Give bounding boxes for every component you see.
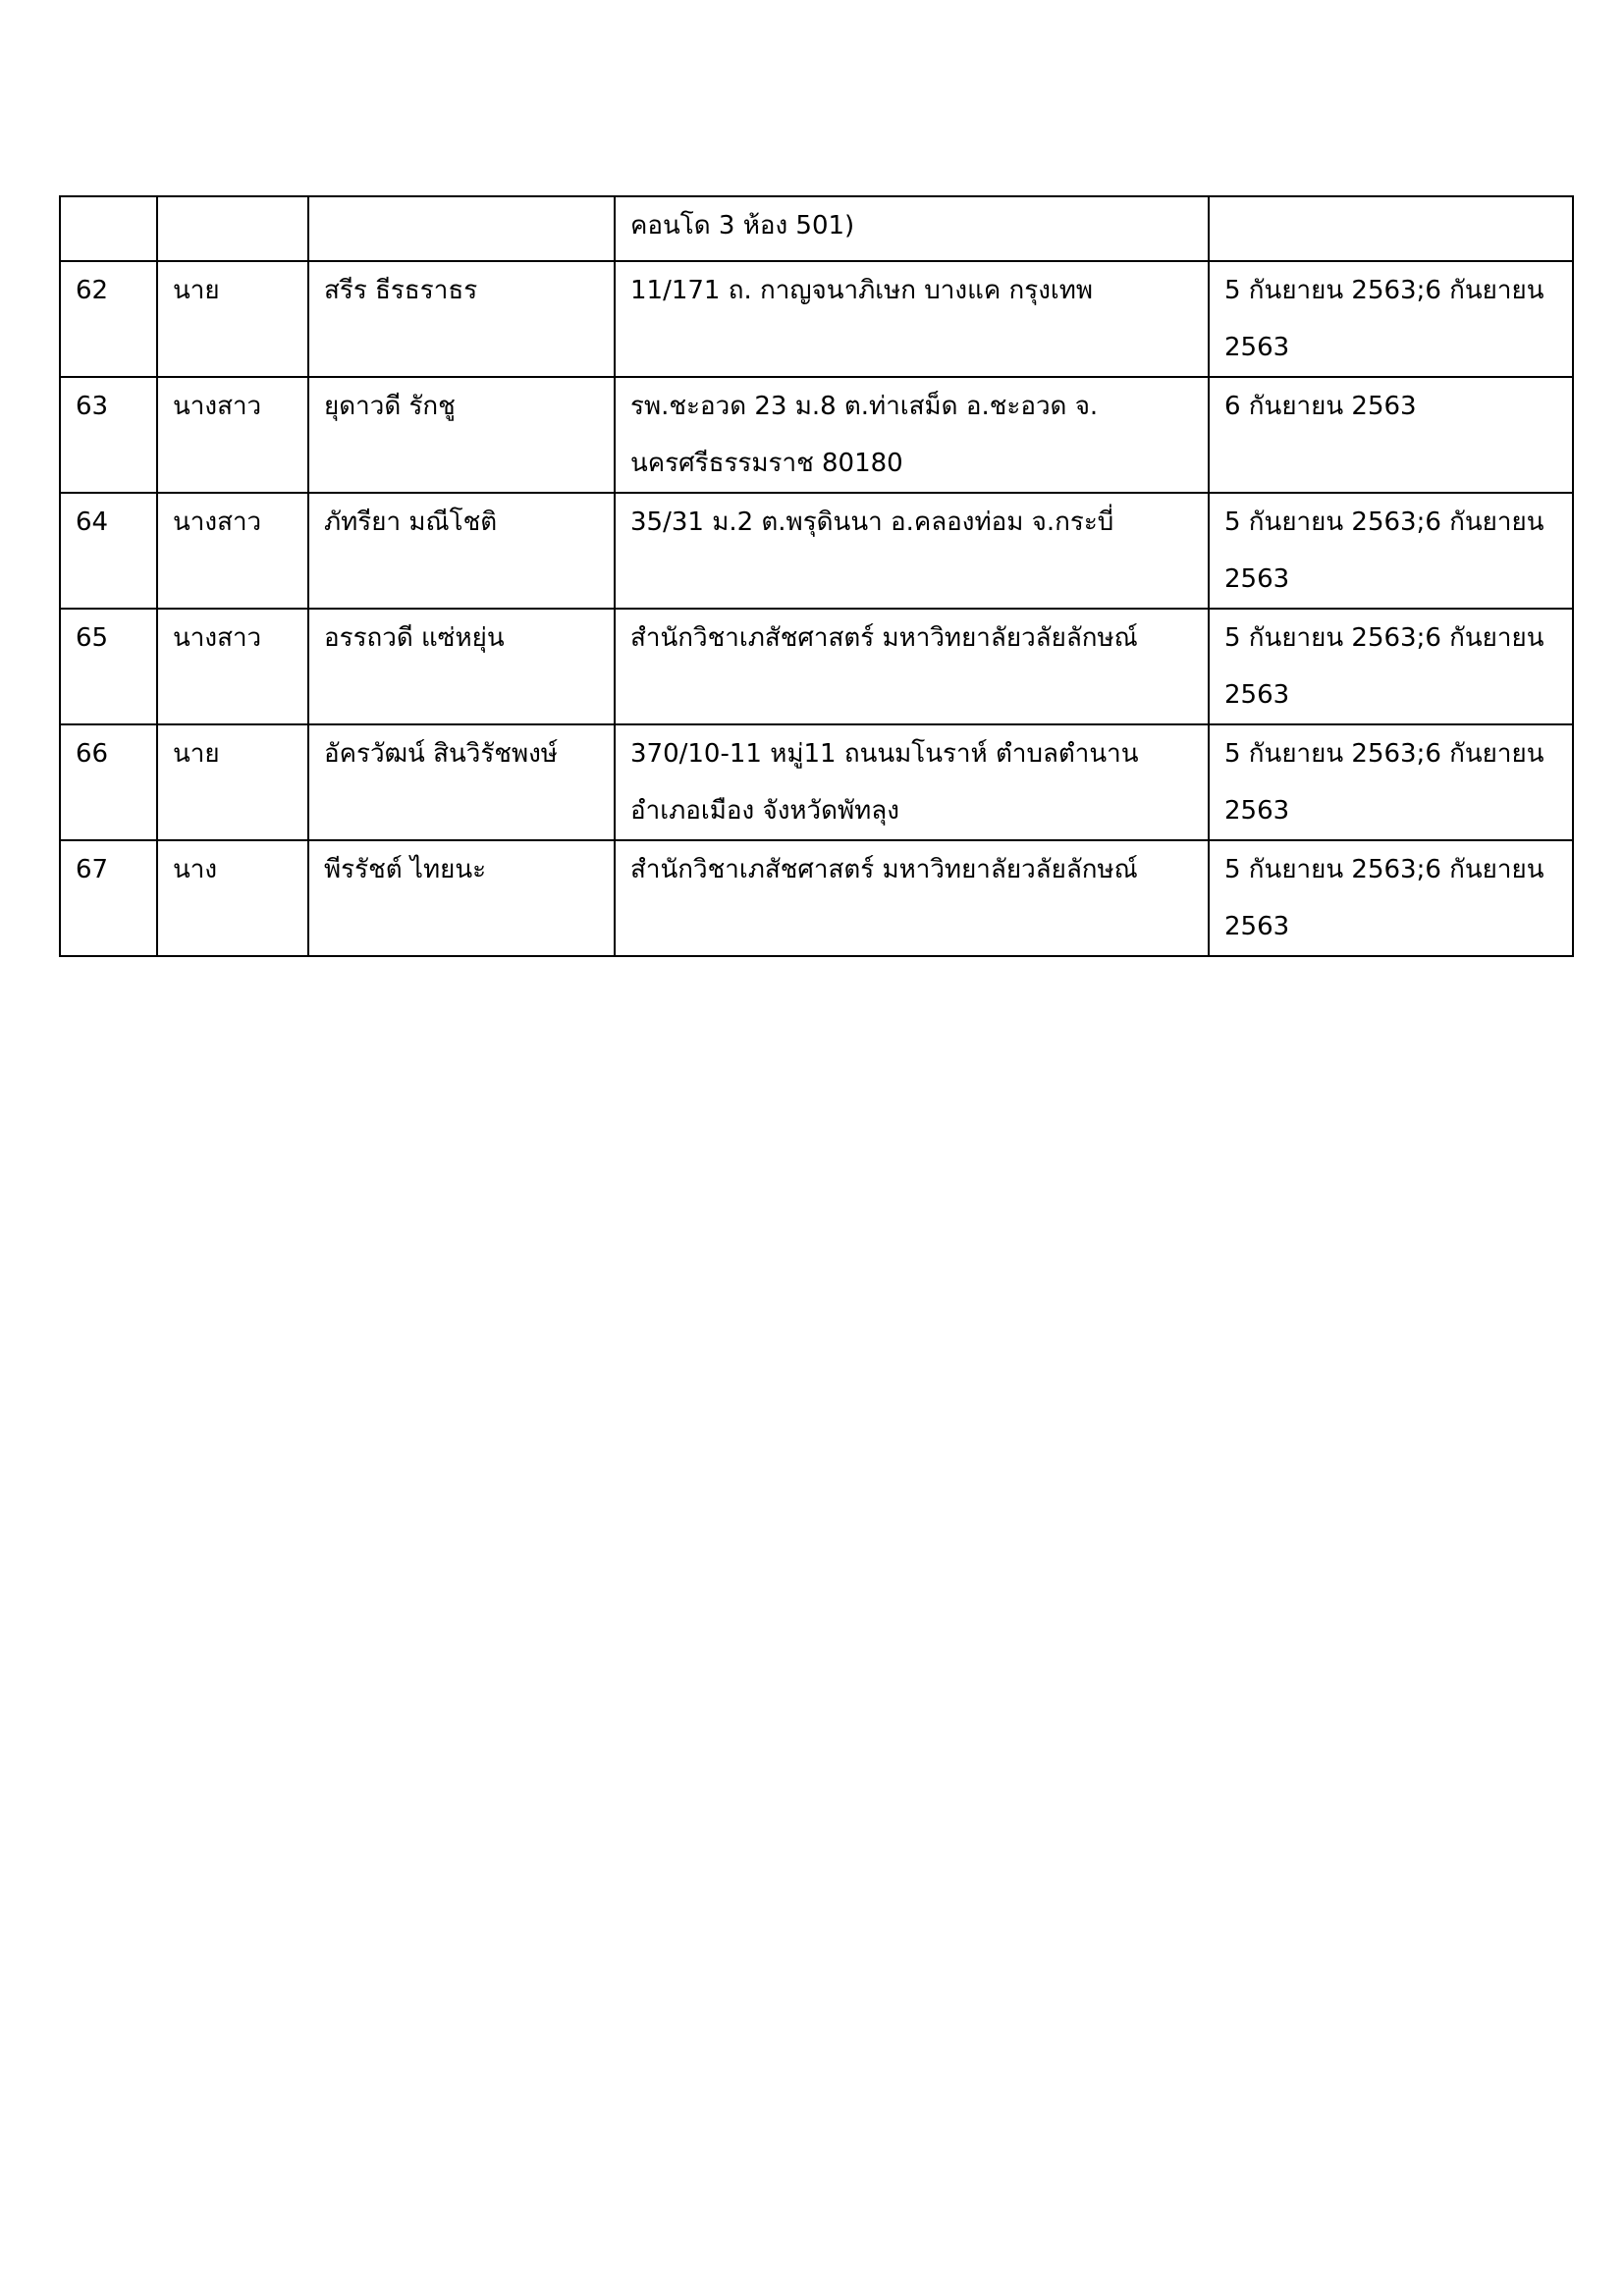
cell-no	[60, 196, 157, 261]
cell-title: นาย	[157, 261, 308, 377]
cell-title: นางสาว	[157, 493, 308, 609]
cell-title: นาย	[157, 724, 308, 840]
cell-no: 62	[60, 261, 157, 377]
cell-dates: 5 กันยายน 2563;6 กันยายน 2563	[1209, 840, 1573, 956]
cell-no: 67	[60, 840, 157, 956]
cell-title: นางสาว	[157, 377, 308, 493]
cell-name: อัครวัฒน์ สินวิรัชพงษ์	[308, 724, 615, 840]
table-row	[60, 261, 1573, 377]
cell-name: อรรถวดี แซ่หยุ่น	[308, 609, 615, 724]
cell-dates: 5 กันยายน 2563;6 กันยายน 2563	[1209, 261, 1573, 377]
table-row	[60, 840, 1573, 956]
cell-name: ภัทรียา มณีโชติ	[308, 493, 615, 609]
cell-address: สำนักวิชาเภสัชศาสตร์ มหาวิทยาลัยวลัยลักษณ์	[615, 840, 1209, 956]
cell-name: พีรรัชต์ ไทยนะ	[308, 840, 615, 956]
cell-no: 66	[60, 724, 157, 840]
cell-address: 35/31 ม.2 ต.พรุดินนา อ.คลองท่อม จ.กระบี่	[615, 493, 1209, 609]
cell-no: 64	[60, 493, 157, 609]
cell-dates: 5 กันยายน 2563;6 กันยายน 2563	[1209, 724, 1573, 840]
cell-name	[308, 196, 615, 261]
cell-dates: 5 กันยายน 2563;6 กันยายน 2563	[1209, 493, 1573, 609]
cell-no: 63	[60, 377, 157, 493]
cell-dates: 6 กันยายน 2563	[1209, 377, 1573, 493]
table-row-continuation	[60, 196, 1573, 261]
table-row	[60, 493, 1573, 609]
table-row	[60, 377, 1573, 493]
cell-dates	[1209, 196, 1573, 261]
cell-address: รพ.ชะอวด 23 ม.8 ต.ท่าเสม็ด อ.ชะอวด จ. นครศรีธรรมราช 80180	[615, 377, 1209, 493]
cell-name: ยุดาวดี รักชู	[308, 377, 615, 493]
cell-title	[157, 196, 308, 261]
cell-name: สรีร ธีรธราธร	[308, 261, 615, 377]
cell-title: นางสาว	[157, 609, 308, 724]
participant-table	[59, 195, 1574, 957]
cell-dates: 5 กันยายน 2563;6 กันยายน 2563	[1209, 609, 1573, 724]
cell-address: 11/171 ถ. กาญจนาภิเษก บางแค กรุงเทพ	[615, 261, 1209, 377]
cell-address: คอนโด 3 ห้อง 501)	[615, 196, 1209, 261]
cell-address: สำนักวิชาเภสัชศาสตร์ มหาวิทยาลัยวลัยลักษณ์	[615, 609, 1209, 724]
cell-address: 370/10-11 หมู่11 ถนนมโนราห์ ตำบลตำนาน อำเภอเมือง จังหวัดพัทลุง	[615, 724, 1209, 840]
cell-no: 65	[60, 609, 157, 724]
cell-title: นาง	[157, 840, 308, 956]
table-row	[60, 724, 1573, 840]
table-row	[60, 609, 1573, 724]
